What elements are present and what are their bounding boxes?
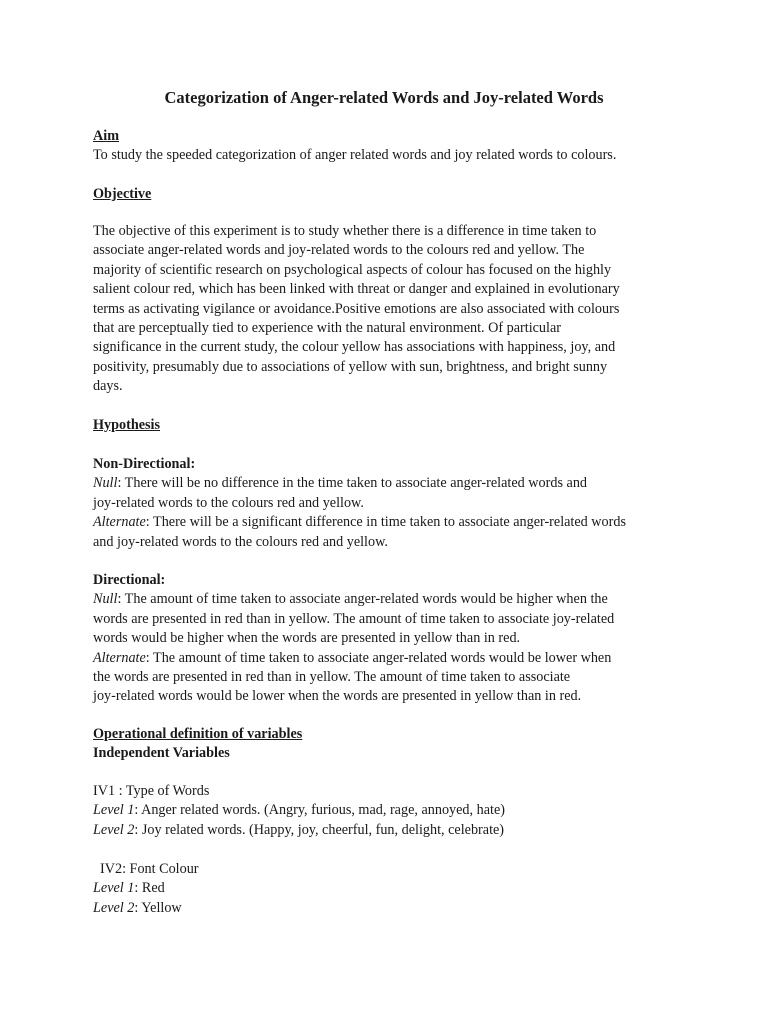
objective-line: days. <box>93 378 123 395</box>
non-directional-heading: Non-Directional: <box>93 456 196 472</box>
alternate-label: Alternate <box>93 649 146 666</box>
variables-section <box>93 725 693 764</box>
objective-line: that are perceptually tied to experience with the natural environment. Of particular <box>93 320 561 337</box>
objective-line: positivity, presumably due to associations of yellow with sun, brightness, and bright sunny <box>93 358 608 375</box>
null-text: : The amount of time taken to associate anger-related words would be higher when the <box>117 591 608 608</box>
objective-line: significance in the current study, the colour yellow has associations with happiness, joy, and <box>93 339 616 356</box>
iv1-level1 <box>93 801 693 820</box>
alternate-text: : The amount of time taken to associate anger-related words would be lower when <box>145 649 612 666</box>
non-directional-alt-line2: and joy-related words to the colours red and yellow. <box>93 533 388 550</box>
document-title: Categorization of Anger-related Words and Joy-related Words <box>164 88 604 107</box>
directional-alt-line2: the words are presented in red than in yellow. The amount of time taken to associate <box>93 669 571 686</box>
directional-null-line3: words would be higher when the words are presented in yellow than in red. <box>93 630 521 647</box>
objective-line: associate anger-related words and joy-related words to the colours red and yellow. The <box>93 242 585 259</box>
null-text: : There will be no difference in the time taken to associate anger-related words and <box>117 475 588 492</box>
iv2-level1 <box>93 879 693 898</box>
iv2-title: IV2: Font Colour <box>100 861 199 877</box>
objective-heading-block <box>93 185 693 204</box>
hypothesis-heading: Hypothesis <box>93 417 161 433</box>
directional-heading: Directional: <box>93 572 166 588</box>
independent-variables-heading: Independent Variables <box>93 745 230 762</box>
directional-null-line2: words are presented in red than in yellow. The amount of time taken to associate joy-related <box>93 610 615 627</box>
objective-line: terms as activating vigilance or avoidance.Positive emotions are also associated with colours <box>93 300 620 317</box>
level-text: : Anger related words. (Angry, furious, mad, rage, annoyed, hate) <box>134 802 505 819</box>
iv1-level2 <box>93 821 693 840</box>
iv1-section <box>93 782 693 840</box>
iv1-title: IV1 : Type of Words <box>93 783 210 799</box>
level-label: Level 1 <box>93 880 135 897</box>
level-label: Level 2 <box>93 821 135 838</box>
objective-paragraph <box>93 222 693 397</box>
variables-heading: Operational definition of variables <box>93 726 303 742</box>
hypothesis-heading-block <box>93 416 693 435</box>
non-directional-null-line <box>93 474 693 493</box>
iv2-section <box>93 860 693 918</box>
alternate-label: Alternate <box>93 514 146 531</box>
directional-alt-line <box>93 649 693 668</box>
objective-line: salient colour red, which has been linked with threat or danger and explained in evolutionary <box>93 281 620 298</box>
objective-heading: Objective <box>93 186 152 202</box>
null-label: Null <box>93 475 118 492</box>
level-label: Level 2 <box>93 899 135 916</box>
non-directional-alt-line <box>93 513 693 532</box>
directional-alt-line3: joy-related words would be lower when the words are presented in yellow than in red. <box>93 688 582 705</box>
level-label: Level 1 <box>93 802 135 819</box>
directional-section <box>93 571 693 707</box>
iv2-level2 <box>93 899 693 918</box>
alternate-text: : There will be a significant difference in time taken to associate anger-related words <box>145 514 626 531</box>
non-directional-section <box>93 455 693 552</box>
null-label: Null <box>93 591 118 608</box>
aim-text: To study the speeded categorization of anger related words and joy related words to colours. <box>93 147 617 164</box>
objective-line: The objective of this experiment is to study whether there is a difference in time taken to <box>93 223 597 239</box>
level-text: : Joy related words. (Happy, joy, cheerful, fun, delight, celebrate) <box>134 821 505 838</box>
directional-null-line <box>93 590 693 609</box>
level-text: : Yellow <box>134 899 182 916</box>
level-text: : Red <box>134 880 165 897</box>
non-directional-null-line2: joy-related words to the colours red and yellow. <box>93 494 364 511</box>
objective-line: majority of scientific research on psychological aspects of colour has focused on the highly <box>93 261 612 278</box>
aim-heading: Aim <box>93 128 120 144</box>
aim-section <box>93 127 693 166</box>
